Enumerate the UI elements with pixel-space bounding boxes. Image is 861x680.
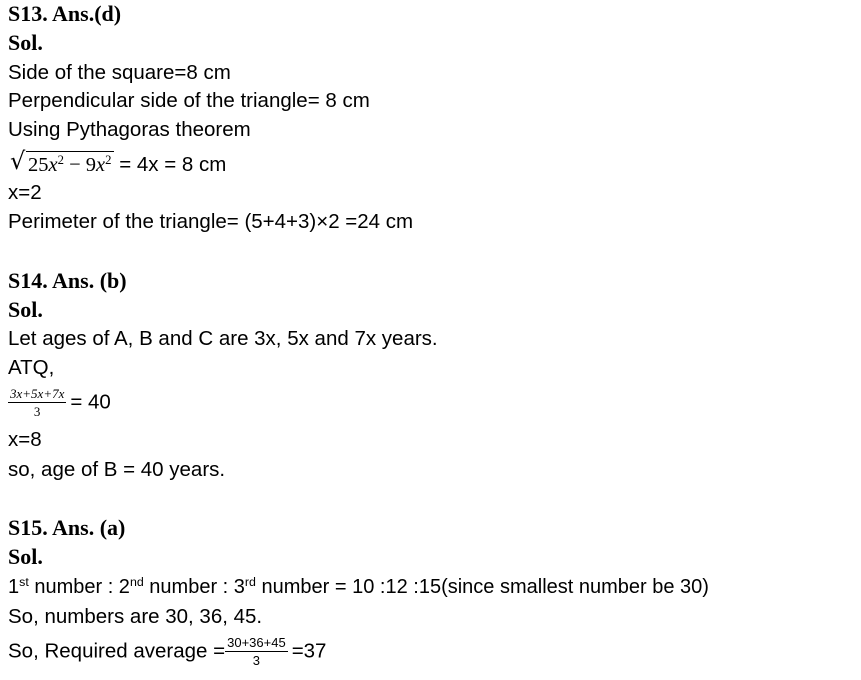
s14-line-x-value: x=8 <box>8 428 42 451</box>
s15-line-numbers: So, numbers are 30, 36, 45. <box>8 605 263 628</box>
s15-average-result: =37 <box>291 639 327 663</box>
s13-equation-rest: = 4x = 8 cm <box>113 153 227 176</box>
radical-sign-icon: √ <box>10 147 26 175</box>
s13-line-square-side: Side of the square=8 cm <box>8 61 231 84</box>
s15-sol-label: Sol. <box>8 544 43 569</box>
s14-equation-rest: = 40 <box>70 390 111 414</box>
s13-line-perpendicular: Perpendicular side of the triangle= 8 cm <box>8 89 370 112</box>
s14-line-ages: Let ages of A, B and C are 3x, 5x and 7x years. <box>8 327 438 350</box>
s13-line-x-value: x=2 <box>8 181 42 204</box>
s15-average-prefix: So, Required average = <box>8 639 226 663</box>
s13-line-perimeter: Perimeter of the triangle= (5+4+3)×2 =24 cm <box>8 210 414 233</box>
s14-fraction: $\frac{3x+5x+7x}{3}$ <box>10 386 65 419</box>
s13-sol-label: Sol. <box>8 30 43 55</box>
s15-line-ratio: 1st number : 2nd number : 3rd number = 10 :12 :15(since smallest number be 30) <box>8 575 709 598</box>
s13-equation <box>8 147 227 177</box>
s15-heading: S15. Ans. (a) <box>8 515 126 540</box>
s15-fraction: $\frac{30+36+45}{3}$ <box>227 635 286 668</box>
s14-line-age-b: so, age of B = 40 years. <box>8 458 226 481</box>
s14-sol-label: Sol. <box>8 297 43 322</box>
s14-equation <box>8 386 111 420</box>
s13-line-pythagoras: Using Pythagoras theorem <box>8 118 251 141</box>
s13-heading: S13. Ans.(d) <box>8 1 122 26</box>
s14-heading: S14. Ans. (b) <box>8 268 127 293</box>
s14-line-atq: ATQ, <box>8 356 55 379</box>
s15-average-line <box>8 635 326 669</box>
square-root <box>8 147 114 177</box>
radicand: $25x^2 - 9x^2$ <box>26 151 114 177</box>
